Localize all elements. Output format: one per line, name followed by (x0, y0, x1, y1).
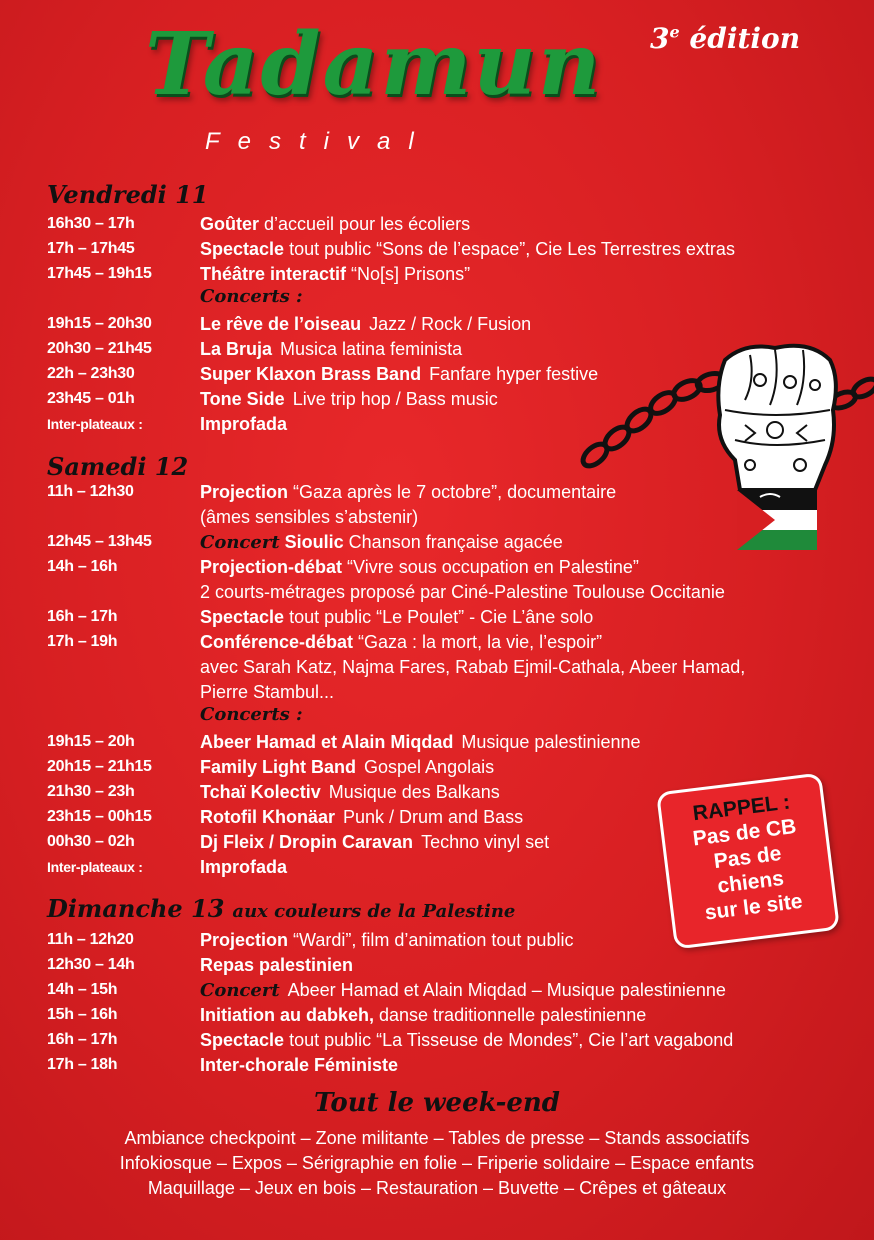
concert-keyword: Concert (200, 532, 280, 553)
event-detail: d’accueil pour les écoliers (259, 214, 471, 234)
event-detail: danse traditionnelle palestinienne (374, 1005, 647, 1025)
event (200, 630, 602, 654)
event-type: Initiation au dabkeh, (200, 1005, 375, 1025)
event (200, 412, 287, 436)
event-detail-continued: (âmes sensibles s’abstenir) (200, 507, 419, 527)
weekend-line: Infokiosque – Expos – Sérigraphie en folie – Friperie solidaire – Espace enfants (119, 1153, 755, 1173)
time-slot: 17h45 – 19h15 (47, 265, 152, 282)
day-title: Dimanche 13 (47, 894, 225, 923)
event (200, 1053, 398, 1077)
event-detail-continued: Pierre Stambul... (200, 682, 335, 702)
band-name: Family Light Band (200, 757, 357, 777)
event-detail: “No[s] Prisons” (346, 264, 471, 284)
event-detail-continued: 2 courts-métrages proposé par Ciné-Palestine Toulouse Occitanie (200, 582, 725, 602)
time-slot: 15h – 16h (47, 1006, 118, 1023)
day-title-saturday: Samedi 12 (47, 452, 189, 481)
event (200, 1003, 646, 1027)
logo-title: Tadamun (145, 14, 603, 115)
weekend-line: Ambiance checkpoint – Zone militante – Tables de presse – Stands associatifs (124, 1128, 750, 1148)
event-detail: “Wardi”, film d’animation tout public (288, 930, 574, 950)
edition-label (650, 22, 800, 55)
event-detail: Chanson française agacée (343, 532, 563, 552)
event-detail: tout public “Le Poulet” - Cie L’âne solo (284, 607, 594, 627)
band-genre: Musique palestinienne (461, 732, 641, 752)
event (200, 337, 462, 361)
day-title-sunday (47, 894, 515, 923)
event (200, 730, 641, 754)
band-name: Rotofil Khonäar (200, 807, 335, 827)
time-slot: 22h – 23h30 (47, 365, 135, 382)
event (200, 605, 593, 629)
band-genre: Jazz / Rock / Fusion (369, 314, 532, 334)
event-detail: Abeer Hamad et Alain Miqdad – Musique palestinienne (287, 980, 726, 1000)
fist-chain-flag-illustration (575, 340, 874, 580)
weekend-line: Maquillage – Jeux en bois – Restauration – Buvette – Crêpes et gâteaux (147, 1178, 727, 1198)
time-slot: 21h30 – 23h (47, 783, 135, 800)
event (200, 953, 353, 977)
time-slot: 16h – 17h (47, 1031, 118, 1048)
event-detail: “Gaza : la mort, la vie, l’espoir” (353, 632, 603, 652)
event-type: Spectacle (200, 239, 285, 259)
event (200, 480, 616, 504)
event (200, 237, 735, 261)
band-name: La Bruja (200, 339, 273, 359)
reminder-title: RAPPEL : (691, 790, 792, 826)
band-name: Super Klaxon Brass Band (200, 364, 422, 384)
event (200, 212, 470, 236)
band-genre: Musique des Balkans (328, 782, 500, 802)
time-slot: 19h15 – 20h (47, 733, 135, 750)
event (200, 780, 500, 804)
event (200, 928, 573, 952)
logo-subtitle: Festival (205, 128, 432, 155)
time-slot: 20h30 – 21h45 (47, 340, 152, 357)
reminder-line: Pas de (712, 841, 783, 874)
edition-word: édition (689, 22, 801, 55)
time-slot: 14h – 15h (47, 981, 118, 998)
time-slot: Inter-plateaux : (47, 859, 143, 875)
band-genre: Musica latina feminista (280, 339, 463, 359)
event-detail: tout public “Sons de l’espace”, Cie Les Terrestres extras (284, 239, 735, 259)
time-slot: 17h – 17h45 (47, 240, 135, 257)
time-slot: 00h30 – 02h (47, 833, 135, 850)
band-name: Tchaï Kolectiv (200, 782, 321, 802)
time-slot: 16h – 17h (47, 608, 118, 625)
time-slot: 23h45 – 01h (47, 390, 135, 407)
event (200, 362, 598, 386)
event (200, 555, 639, 579)
event-type: Spectacle (200, 1030, 285, 1050)
time-slot: 12h45 – 13h45 (47, 533, 152, 550)
edition-number: 3 (650, 22, 670, 55)
event (200, 755, 494, 779)
event-type: Conférence-débat (200, 632, 354, 652)
band-name: Improfada (200, 414, 288, 434)
time-slot: 11h – 12h30 (47, 483, 134, 500)
event-detail: “Gaza après le 7 octobre”, documentaire (288, 482, 617, 502)
event (200, 262, 470, 286)
time-slot: 17h – 19h (47, 633, 118, 650)
time-slot: Inter-plateaux : (47, 416, 143, 432)
event (200, 530, 563, 555)
band-genre: Live trip hop / Bass music (292, 389, 498, 409)
event (200, 855, 287, 879)
band-name: Improfada (200, 857, 288, 877)
edition-suffix: e (669, 22, 680, 42)
time-slot: 19h15 – 20h30 (47, 315, 152, 332)
band-name: Abeer Hamad et Alain Miqdad (200, 732, 454, 752)
concerts-label: Concerts : (200, 704, 303, 725)
event-type: Repas palestinien (200, 955, 354, 975)
event-type: Goûter (200, 214, 260, 234)
reminder-line: Pas de CB (691, 814, 798, 851)
reminder-box (656, 772, 840, 949)
weekend-title: Tout le week-end (314, 1088, 560, 1118)
band-name: Tone Side (200, 389, 285, 409)
band-name: Sioulic (284, 532, 344, 552)
concerts-label: Concerts : (200, 286, 303, 307)
band-genre: Fanfare hyper festive (429, 364, 599, 384)
reminder-line: sur le site (703, 889, 804, 925)
festival-logo (145, 14, 705, 157)
event (200, 1028, 733, 1052)
time-slot: 17h – 18h (47, 1056, 118, 1073)
event (200, 805, 523, 829)
day-title-friday: Vendredi 11 (47, 180, 209, 209)
event-detail: tout public “La Tisseuse de Mondes”, Cie l’art vagabond (284, 1030, 734, 1050)
band-genre: Punk / Drum and Bass (343, 807, 524, 827)
time-slot: 16h30 – 17h (47, 215, 135, 232)
event (200, 387, 498, 411)
concert-keyword: Concert (200, 980, 280, 1001)
event-type: Spectacle (200, 607, 285, 627)
band-genre: Techno vinyl set (421, 832, 550, 852)
time-slot: 11h – 12h20 (47, 931, 134, 948)
time-slot: 14h – 16h (47, 558, 118, 575)
band-name: Le rêve de l’oiseau (200, 314, 362, 334)
day-subtitle: aux couleurs de la Palestine (232, 901, 516, 922)
time-slot: 23h15 – 00h15 (47, 808, 152, 825)
event (200, 312, 531, 336)
time-slot: 20h15 – 21h15 (47, 758, 152, 775)
event-type: Théâtre interactif (200, 264, 347, 284)
reminder-line: chiens (716, 866, 786, 898)
event-type: Projection-débat (200, 557, 343, 577)
time-slot: 12h30 – 14h (47, 956, 135, 973)
event (200, 830, 549, 854)
band-name: Dj Fleix / Dropin Caravan (200, 832, 414, 852)
band-genre: Gospel Angolais (364, 757, 495, 777)
event (200, 978, 726, 1003)
event-detail-continued: avec Sarah Katz, Najma Fares, Rabab Ejmil-Cathala, Abeer Hamad, (200, 657, 746, 677)
event-detail: “Vivre sous occupation en Palestine” (342, 557, 639, 577)
event-type: Projection (200, 930, 289, 950)
event-type: Projection (200, 482, 289, 502)
event-type: Inter-chorale Féministe (200, 1055, 399, 1075)
